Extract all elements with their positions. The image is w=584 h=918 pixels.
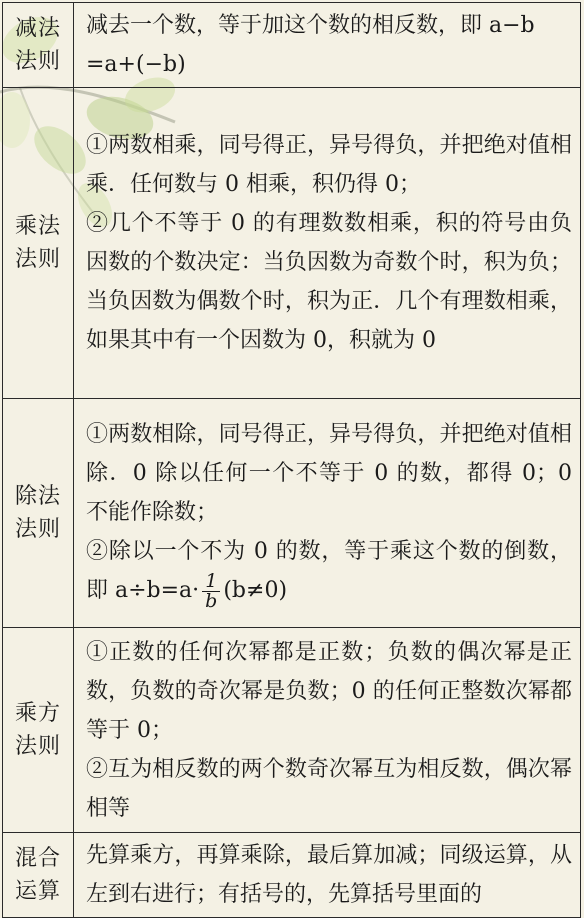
rule-line: 先算乘方，再算乘除，最后算加减；同级运算，从左到右进行；有括号的，先算括号里面的 [86, 843, 572, 907]
rule-line: ①两数相乘，同号得正，异号得负，并把绝对值相乘．任何数与 0 相乘，积仍得 0； [86, 133, 572, 197]
multiplication-rule-text [74, 88, 581, 399]
fraction [202, 569, 220, 612]
row-header-line: 除法 [14, 484, 61, 509]
table-row-power [3, 628, 581, 833]
row-header-division [3, 399, 74, 628]
rule-line: ②互为相反数的两个数奇次幂互为相反数，偶次幂相等 [86, 756, 572, 821]
rule-text: ②除以一个不为 0 的数，等于乘这个数的倒数，即 a÷b=a· [86, 539, 572, 604]
rule-line: ①正数的任何次幂都是正数；负数的偶次幂是正数，负数的奇次幂是负数；0 的任何正整数次幂都等于 0； [86, 639, 572, 743]
row-header-line: 法则 [14, 247, 61, 272]
rule-line: 减去一个数，等于加这个数的相反数，即 a−b [86, 13, 535, 38]
rule-line: ②几个不等于 0 的有理数数相乘，积的符号由负因数的个数决定：当负因数为奇数个时，积为负；当负因数为偶数个时，积为正．几个有理数相乘，如果其中有一个因数为 0，积就为 0 [86, 211, 572, 353]
rule-line-with-fraction [86, 532, 572, 611]
row-header-line: 法则 [14, 49, 61, 74]
arithmetic-rules-table [2, 2, 581, 918]
fraction-denominator: b [205, 589, 218, 612]
row-header-line: 法则 [14, 734, 61, 759]
row-header-line: 运算 [14, 879, 61, 904]
row-header-subtraction [3, 3, 74, 88]
rule-text: (b≠0) [223, 578, 288, 604]
row-header-line: 减法 [14, 16, 61, 41]
row-header-line: 法则 [14, 517, 61, 542]
division-rule-text [74, 399, 581, 628]
row-header-power [3, 628, 74, 833]
rule-line: =a+(−b) [86, 52, 186, 77]
row-header-line: 乘方 [14, 701, 61, 726]
table-row-mixed-operations [3, 833, 581, 918]
table-row-division [3, 399, 581, 628]
rule-line: ①两数相除，同号得正，异号得负，并把绝对值相除．0 除以任何一个不等于 0 的数，都得 0；0 不能作除数； [86, 422, 572, 526]
fraction-numerator: 1 [202, 572, 220, 592]
table-row-multiplication [3, 88, 581, 399]
subtraction-rule-text [74, 3, 581, 88]
row-header-line: 乘法 [14, 214, 61, 239]
table-row-subtraction [3, 3, 581, 88]
power-rule-text [74, 628, 581, 833]
row-header-line: 混合 [14, 846, 61, 871]
row-header-multiplication [3, 88, 74, 399]
row-header-mixed-operations [3, 833, 74, 918]
mixed-operations-rule-text [74, 833, 581, 918]
